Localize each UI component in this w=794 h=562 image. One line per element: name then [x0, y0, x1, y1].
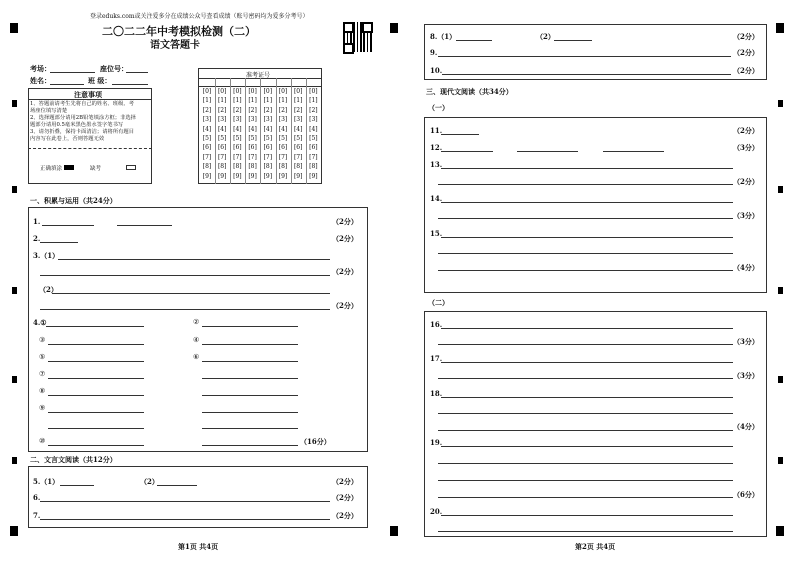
exam-id-digit-bubble[interactable]: [5] [202, 135, 212, 142]
exam-id-digit-bubble[interactable]: [3] [263, 116, 273, 124]
q4-answer[interactable] [202, 361, 298, 362]
q4-answer[interactable] [202, 344, 298, 345]
q5b-label: （2） [140, 477, 159, 486]
side-mark [778, 457, 783, 464]
side-mark [12, 287, 17, 294]
exam-id-digit-bubble[interactable]: [3] [248, 116, 257, 124]
q18-answer[interactable] [438, 430, 733, 431]
exam-id-digit-bubble[interactable]: [7] [248, 153, 257, 161]
exam-id-digit-bubble[interactable]: [9] [293, 172, 303, 180]
position-mark [776, 23, 784, 33]
class-field[interactable] [112, 84, 148, 85]
q18-answer[interactable] [438, 413, 733, 414]
q4-score: （16分） [300, 437, 331, 446]
part1-label: （一） [428, 103, 449, 112]
q2-label: 2. [33, 234, 41, 243]
part2-label: （二） [428, 298, 449, 307]
exam-id-digit-bubble[interactable]: [8] [263, 163, 273, 171]
q17-score: （3分） [733, 371, 759, 380]
exam-id-digit-bubble[interactable]: [6] [278, 144, 288, 152]
exam-id-digit-bubble[interactable]: [3] [233, 116, 242, 124]
exam-id-digit-bubble[interactable]: [0] [217, 88, 227, 95]
page-subtitle: 语文答题卡 [150, 40, 200, 51]
q14-answer[interactable] [438, 218, 733, 219]
exam-id-digit-bubble[interactable]: [5] [278, 135, 288, 142]
q19-score: （6分） [733, 490, 759, 499]
exam-id-digit-bubble[interactable]: [1] [202, 97, 212, 105]
q3-answer[interactable] [58, 259, 330, 260]
q4-answer[interactable] [48, 344, 144, 345]
q4-answer[interactable] [202, 326, 298, 327]
exam-id-digit-bubble[interactable]: [3] [202, 116, 212, 124]
q5-score: （2分） [332, 477, 358, 486]
q4-answer[interactable] [48, 445, 144, 446]
q7-label: 7. [33, 511, 41, 520]
q3b-label: （2） [39, 285, 58, 294]
section2-title: 二、文言文阅读（共12分） [30, 455, 117, 464]
q11-score: （2分） [733, 126, 759, 135]
exam-id-digit-bubble[interactable]: [7] [309, 153, 318, 161]
class-label: 班 级： [88, 76, 112, 85]
q11-label: 11. [430, 126, 443, 135]
q5-label: 5.（1） [33, 477, 60, 486]
exam-id-digit-bubble[interactable]: [0] [248, 88, 257, 95]
exam-id-digit-bubble[interactable]: [7] [202, 153, 212, 161]
correct-fill-label: 正确填涂 [40, 166, 63, 172]
exam-id-digit-bubble[interactable]: [2] [278, 106, 288, 114]
exam-id-digit-bubble[interactable]: [6] [263, 144, 273, 152]
q16-label: 16. [430, 320, 443, 329]
section3-title: 三、现代文阅读（共34分） [426, 87, 513, 96]
q20-label: 20. [430, 507, 443, 516]
exam-id-digit-bubble[interactable]: [2] [293, 106, 303, 114]
absent-box[interactable] [126, 165, 136, 170]
q4-answer[interactable] [48, 361, 144, 362]
exam-id-digit-bubble[interactable]: [8] [309, 163, 318, 171]
q17-answer[interactable] [441, 362, 733, 363]
q8-answer[interactable] [456, 40, 492, 41]
notice-title: 注意事项 [74, 90, 102, 99]
exam-id-digit-bubble[interactable]: [9] [248, 172, 257, 180]
q12-answer[interactable] [441, 151, 493, 152]
q3b-answer[interactable] [40, 309, 330, 310]
q4-mark: ⑤ [39, 353, 46, 361]
q16-answer[interactable] [441, 328, 733, 329]
exam-id-digit-bubble[interactable]: [9] [309, 172, 318, 180]
q3-label: 3.（1） [33, 251, 60, 260]
exam-id-digit-bubble[interactable]: [3] [278, 116, 288, 124]
exam-id-digit-bubble[interactable]: [8] [202, 163, 212, 171]
exam-id-digit-bubble[interactable]: [0] [309, 88, 318, 95]
q16-answer[interactable] [438, 344, 733, 345]
exam-id-digit-bubble[interactable]: [8] [233, 163, 242, 171]
q4-answer[interactable] [46, 326, 144, 327]
exam-id-digit-bubble[interactable]: [0] [293, 88, 303, 95]
exam-id-digit-bubble[interactable]: [2] [309, 106, 318, 114]
q6-answer[interactable] [40, 501, 330, 502]
q5-answer[interactable] [60, 485, 94, 486]
q6-score: （2分） [332, 493, 358, 502]
q1-score: （2分） [332, 217, 358, 226]
page-number: 第2页 共4页 [575, 542, 616, 551]
q6-label: 6. [33, 493, 41, 502]
exam-id-digit-bubble[interactable]: [9] [233, 172, 242, 180]
exam-id-digit-bubble[interactable]: [7] [293, 153, 303, 161]
q4-mark: ⑩ [39, 437, 46, 445]
side-mark [778, 100, 783, 107]
q7-answer[interactable] [40, 519, 330, 520]
exam-id-digit-bubble[interactable]: [1] [278, 97, 288, 105]
section1-title: 一、积累与运用（共24分） [30, 196, 117, 205]
q8b-label: （2） [536, 32, 555, 41]
q15-score: （4分） [733, 263, 759, 272]
q10-label: 10. [430, 66, 443, 75]
divider [28, 148, 152, 149]
exam-id-digit-bubble[interactable]: [6] [217, 144, 227, 152]
exam-id-digit-bubble[interactable]: [1] [263, 97, 273, 105]
exam-id-digit-bubble[interactable]: [0] [202, 88, 212, 95]
q3b-answer[interactable] [52, 293, 330, 294]
q4-mark: ⑧ [39, 387, 46, 395]
q19-answer[interactable] [438, 497, 733, 498]
q20-answer[interactable] [441, 515, 733, 516]
side-mark [778, 186, 783, 193]
exam-id-digit-bubble[interactable]: [8] [248, 163, 257, 171]
q4-answer[interactable] [202, 378, 298, 379]
position-mark [390, 526, 398, 536]
q13-score: （2分） [733, 177, 759, 186]
exam-id-digit-bubble[interactable]: [2] [233, 106, 242, 114]
exam-id-digit-bubble[interactable]: [5] [263, 135, 273, 142]
part1-box [424, 117, 767, 293]
exam-id-digit-bubble[interactable]: [4] [309, 125, 318, 133]
exam-id-label: 准考证号 [246, 72, 271, 79]
section1-box [28, 207, 368, 452]
exam-id-digit-bubble[interactable]: [2] [217, 106, 227, 114]
q4-mark: ② [193, 318, 200, 326]
q8-10-box [424, 24, 767, 80]
exam-id-digit-bubble[interactable]: [5] [248, 135, 257, 142]
divider [28, 99, 152, 100]
q14-answer[interactable] [441, 202, 733, 203]
q15-answer[interactable] [441, 237, 733, 238]
side-mark [12, 457, 17, 464]
q4-answer[interactable] [48, 378, 144, 379]
header-note: 登录eduks.com或关注爱多分在成绩公众号查看成绩（账号密码均为爱多分考号） [90, 13, 309, 20]
q19-answer[interactable] [438, 480, 733, 481]
exam-id-digit-bubble[interactable]: [4] [202, 125, 212, 133]
q19-label: 19. [430, 438, 443, 447]
q20-answer[interactable] [438, 531, 733, 532]
exam-id-digit-bubble[interactable]: [4] [233, 125, 242, 133]
exam-id-digit-bubble[interactable]: [7] [233, 153, 242, 161]
exam-id-digit-bubble[interactable]: [9] [263, 172, 273, 180]
exam-id-digit-bubble[interactable]: [1] [293, 97, 303, 105]
q3b-score: （2分） [332, 301, 358, 310]
exam-id-digit-bubble[interactable]: [5] [293, 135, 303, 142]
q12-answer[interactable] [517, 151, 578, 152]
exam-id-digit-bubble[interactable]: [1] [248, 97, 257, 105]
q16-score: （3分） [733, 337, 759, 346]
q4-answer[interactable] [48, 412, 144, 413]
q14-score: （3分） [733, 211, 759, 220]
q2-score: （2分） [332, 234, 358, 243]
exam-id-digit-bubble[interactable]: [8] [278, 163, 288, 171]
q4-mark: ⑥ [193, 353, 200, 361]
q19-answer[interactable] [441, 446, 733, 447]
q15-answer[interactable] [438, 270, 733, 271]
page-number: 第1页 共4页 [178, 542, 219, 551]
q17-label: 17. [430, 354, 443, 363]
exam-id-digit-bubble[interactable]: [1] [309, 97, 318, 105]
correct-fill-sample [64, 165, 74, 170]
exam-id-digit-bubble[interactable]: [9] [202, 172, 212, 180]
exam-id-digit-bubble[interactable]: [0] [278, 88, 288, 95]
q11-answer[interactable] [441, 134, 479, 135]
exam-id-digit-bubble[interactable]: [6] [293, 144, 303, 152]
q2-answer[interactable] [40, 242, 78, 243]
q4-answer[interactable] [48, 395, 144, 396]
name-field[interactable] [50, 84, 84, 85]
q14-label: 14. [430, 194, 443, 203]
q9-score: （2分） [733, 48, 759, 57]
q4-mark: ③ [39, 336, 46, 344]
q18-label: 18. [430, 389, 443, 398]
seat-label: 座位号： [100, 64, 128, 73]
position-mark [10, 526, 18, 536]
q9-label: 9. [430, 48, 438, 57]
q4-answer[interactable] [48, 428, 144, 429]
side-mark [12, 186, 17, 193]
exam-id-digit-bubble[interactable]: [6] [309, 144, 318, 152]
notice-line: 题部分请用0.5毫米黑色墨水签字笔书写 [30, 122, 124, 128]
q17-answer[interactable] [438, 378, 733, 379]
position-mark [776, 526, 784, 536]
q4-answer[interactable] [202, 428, 298, 429]
exam-id-digit-bubble[interactable]: [0] [263, 88, 273, 95]
q4-mark: ④ [193, 336, 200, 344]
exam-id-digit-bubble[interactable]: [7] [278, 153, 288, 161]
q19-answer[interactable] [438, 463, 733, 464]
q13-answer[interactable] [438, 184, 733, 185]
side-mark [12, 376, 17, 383]
notice-line: 场座位填写清楚 [30, 108, 68, 114]
qr-corner [343, 43, 354, 54]
exam-id-digit-bubble[interactable]: [8] [293, 163, 303, 171]
q7-score: （2分） [332, 511, 358, 520]
exam-id-digit-bubble[interactable]: [9] [278, 172, 288, 180]
exam-id-digit-bubble[interactable]: [7] [217, 153, 227, 161]
exam-id-digit-bubble[interactable]: [2] [263, 106, 273, 114]
exam-id-digit-bubble[interactable]: [4] [217, 125, 227, 133]
q8b-answer[interactable] [554, 40, 592, 41]
q5b-answer[interactable] [157, 485, 197, 486]
notice-line: 2、选择题部分请用2B铅笔填涂方框；非选择 [30, 115, 136, 121]
exam-id-digit-bubble[interactable]: [4] [293, 125, 303, 133]
exam-id-digit-bubble[interactable]: [1] [233, 97, 242, 105]
side-mark [778, 287, 783, 294]
exam-id-digit-bubble[interactable]: [3] [309, 116, 318, 124]
q8-score: （2分） [733, 32, 759, 41]
exam-id-digit-bubble[interactable]: [1] [217, 97, 227, 105]
name-label: 姓名： [30, 76, 51, 85]
q12-score: （3分） [733, 143, 759, 152]
exam-id-digit-bubble[interactable]: [3] [293, 116, 303, 124]
q3-answer[interactable] [40, 275, 330, 276]
exam-id-digit-bubble[interactable]: [8] [217, 163, 227, 171]
exam-id-digit-bubble[interactable]: [5] [309, 135, 318, 142]
q8-label: 8.（1） [430, 32, 457, 41]
page-title: 二〇二二年中考模拟检测（二） [102, 25, 256, 38]
exam-id-digit-bubble[interactable]: [0] [233, 88, 242, 95]
notice-line: 1、答题前请考生先将自己的姓名、班级、考 [30, 101, 135, 107]
q10-answer[interactable] [442, 74, 731, 75]
exam-id-digit-bubble[interactable]: [3] [217, 116, 227, 124]
q4-answer[interactable] [202, 412, 298, 413]
side-mark [778, 376, 783, 383]
exam-room-label: 考场： [30, 64, 51, 73]
q18-answer[interactable] [441, 397, 733, 398]
position-mark [390, 23, 398, 33]
q13-label: 13. [430, 160, 443, 169]
side-mark [12, 100, 17, 107]
exam-id-digit-bubble[interactable]: [9] [217, 172, 227, 180]
exam-id-digit-bubble[interactable]: [6] [233, 144, 242, 152]
notice-text [30, 101, 150, 143]
notice-line: 3、请勿折叠，保持卡面清洁；请将所有题目 [30, 129, 135, 135]
q4-answer[interactable] [202, 445, 298, 446]
absent-label: 缺考 [90, 166, 102, 172]
exam-id-digit-bubble[interactable]: [6] [202, 144, 212, 152]
q13-answer[interactable] [441, 168, 733, 169]
exam-id-digit-bubble[interactable]: [7] [263, 153, 273, 161]
exam-id-digit-bubble[interactable]: [2] [248, 106, 257, 114]
exam-id-digit-bubble[interactable]: [4] [248, 125, 257, 133]
exam-id-digit-bubble[interactable]: [4] [263, 125, 273, 133]
q10-score: （2分） [733, 66, 759, 75]
q15-label: 15. [430, 229, 443, 238]
q1-answer[interactable] [117, 225, 172, 226]
exam-room-field[interactable] [50, 72, 95, 73]
q4-mark: ⑦ [39, 370, 46, 378]
q12-label: 12. [430, 143, 443, 152]
q3-score: （2分） [332, 267, 358, 276]
q4-mark: ⑨ [39, 404, 46, 412]
seat-field[interactable] [126, 72, 148, 73]
q1-label: 1. [33, 217, 41, 226]
q4-label: 4.① [33, 318, 47, 327]
position-mark [10, 23, 18, 33]
q18-score: （4分） [733, 422, 759, 431]
q15-answer[interactable] [438, 253, 733, 254]
notice-line: 内容写在此卷上，否则答题无效 [30, 136, 105, 142]
q4-answer[interactable] [202, 395, 298, 396]
exam-id-digit-bubble[interactable]: [6] [248, 144, 257, 152]
q1-answer[interactable] [42, 225, 94, 226]
exam-id-digit-bubble[interactable]: [5] [233, 135, 242, 142]
q12-answer[interactable] [603, 151, 664, 152]
exam-id-digit-bubble[interactable]: [2] [202, 106, 212, 114]
q9-answer[interactable] [438, 56, 731, 57]
exam-id-digit-bubble[interactable]: [4] [278, 125, 288, 133]
exam-id-digit-bubble[interactable]: [5] [217, 135, 227, 142]
